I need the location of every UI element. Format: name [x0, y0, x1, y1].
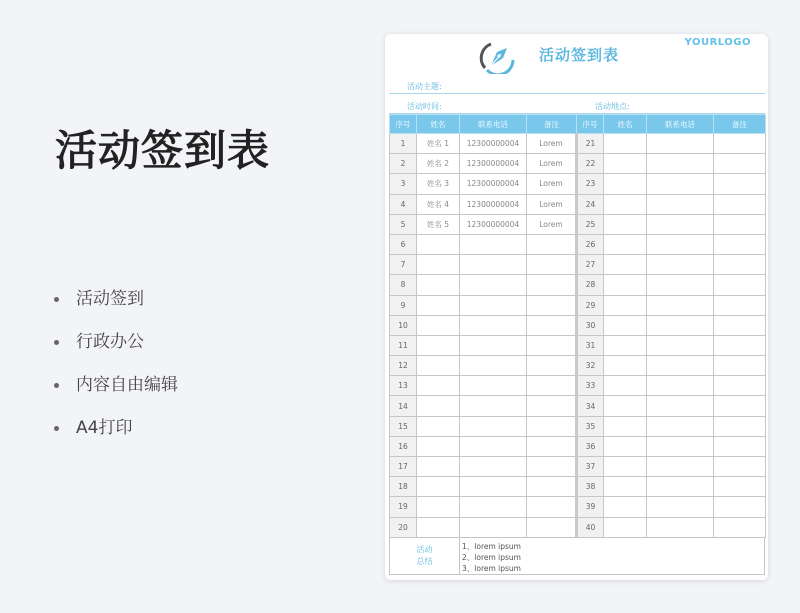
- row-number: 22: [577, 154, 604, 174]
- table-row: [390, 255, 766, 275]
- table-row: [390, 396, 766, 416]
- note-cell: [527, 255, 577, 275]
- row-number: 12: [390, 356, 417, 376]
- note-cell: [714, 517, 766, 537]
- phone-cell: [647, 275, 714, 295]
- phone-cell: [647, 214, 714, 234]
- row-number: 19: [390, 497, 417, 517]
- note-cell: [527, 376, 577, 396]
- note-cell: [527, 416, 577, 436]
- row-number: 29: [577, 295, 604, 315]
- feature-list: [52, 286, 178, 458]
- note-cell: [527, 234, 577, 254]
- name-cell: 姓名 2: [417, 154, 460, 174]
- phone-cell: [647, 315, 714, 335]
- row-number: 13: [390, 376, 417, 396]
- row-number: 15: [390, 416, 417, 436]
- name-cell: [417, 335, 460, 355]
- topic-label: 活动主题:: [407, 82, 442, 91]
- note-cell: [527, 497, 577, 517]
- header-no: 序号: [577, 115, 604, 134]
- name-cell: 姓名 1: [417, 134, 460, 154]
- name-cell: [604, 477, 647, 497]
- row-number: 33: [577, 376, 604, 396]
- name-cell: [604, 255, 647, 275]
- phone-cell: [460, 436, 527, 456]
- phone-cell: [460, 396, 527, 416]
- row-number: 4: [390, 194, 417, 214]
- time-location-line: [389, 94, 765, 114]
- table-row: [390, 234, 766, 254]
- name-cell: [604, 315, 647, 335]
- name-cell: [604, 174, 647, 194]
- note-cell: [714, 154, 766, 174]
- feature-label: 内容自由编辑: [76, 375, 178, 395]
- note-cell: [714, 295, 766, 315]
- name-cell: [604, 275, 647, 295]
- summary-list: [462, 541, 521, 574]
- row-number: 17: [390, 457, 417, 477]
- table-row: [390, 315, 766, 335]
- name-cell: [604, 356, 647, 376]
- name-cell: [604, 134, 647, 154]
- row-number: 34: [577, 396, 604, 416]
- name-cell: [417, 275, 460, 295]
- header-no: 序号: [390, 115, 417, 134]
- table-row: [390, 174, 766, 194]
- header-phone: 联系电话: [460, 115, 527, 134]
- phone-cell: [647, 436, 714, 456]
- table-header-row: [390, 115, 766, 134]
- row-number: 2: [390, 154, 417, 174]
- table-row: [390, 436, 766, 456]
- note-cell: [714, 214, 766, 234]
- feature-item: [52, 415, 178, 458]
- bullet-icon: [54, 383, 59, 388]
- header-name: 姓名: [417, 115, 460, 134]
- table-row: [390, 134, 766, 154]
- note-cell: [527, 517, 577, 537]
- phone-cell: [460, 234, 527, 254]
- table-row: [390, 376, 766, 396]
- note-cell: [714, 134, 766, 154]
- row-number: 10: [390, 315, 417, 335]
- row-number: 6: [390, 234, 417, 254]
- phone-cell: [647, 356, 714, 376]
- row-number: 32: [577, 356, 604, 376]
- table-row: [390, 194, 766, 214]
- note-cell: [714, 436, 766, 456]
- note-cell: [714, 335, 766, 355]
- note-cell: Lorem: [527, 174, 577, 194]
- summary-item: 2、lorem ipsum: [462, 553, 521, 562]
- name-cell: [604, 154, 647, 174]
- header-note: 备注: [714, 115, 766, 134]
- name-cell: [604, 517, 647, 537]
- note-cell: [527, 477, 577, 497]
- note-cell: [714, 315, 766, 335]
- pen-nib-icon: [477, 38, 517, 74]
- note-cell: [714, 416, 766, 436]
- name-cell: 姓名 5: [417, 214, 460, 234]
- header-name: 姓名: [604, 115, 647, 134]
- phone-cell: [647, 234, 714, 254]
- note-cell: [714, 234, 766, 254]
- table-row: [390, 517, 766, 537]
- phone-cell: [647, 154, 714, 174]
- table-row: [390, 356, 766, 376]
- phone-cell: [647, 134, 714, 154]
- row-number: 40: [577, 517, 604, 537]
- note-cell: [714, 457, 766, 477]
- name-cell: 姓名 3: [417, 174, 460, 194]
- header-note: 备注: [527, 115, 577, 134]
- phone-cell: [647, 174, 714, 194]
- phone-cell: [647, 497, 714, 517]
- row-number: 23: [577, 174, 604, 194]
- feature-item: [52, 329, 178, 372]
- phone-cell: [460, 295, 527, 315]
- row-number: 8: [390, 275, 417, 295]
- phone-cell: 12300000004: [460, 154, 527, 174]
- note-cell: [714, 477, 766, 497]
- phone-cell: [647, 396, 714, 416]
- time-label: 活动时间:: [407, 102, 442, 111]
- note-cell: [714, 275, 766, 295]
- phone-cell: [460, 335, 527, 355]
- table-row: [390, 457, 766, 477]
- phone-cell: [460, 275, 527, 295]
- signin-sheet-preview: [385, 34, 768, 580]
- name-cell: [417, 295, 460, 315]
- note-cell: [527, 436, 577, 456]
- table-row: [390, 335, 766, 355]
- name-cell: [417, 234, 460, 254]
- row-number: 11: [390, 335, 417, 355]
- feature-label: A4打印: [76, 418, 133, 438]
- phone-cell: 12300000004: [460, 194, 527, 214]
- name-cell: [604, 335, 647, 355]
- row-number: 5: [390, 214, 417, 234]
- row-number: 26: [577, 234, 604, 254]
- summary-label-line: 活动: [416, 545, 433, 554]
- note-cell: [714, 396, 766, 416]
- logo-text: YOURLOGO: [684, 37, 751, 48]
- phone-cell: [647, 517, 714, 537]
- location-label: 活动地点:: [595, 102, 630, 111]
- phone-cell: [460, 477, 527, 497]
- name-cell: [604, 396, 647, 416]
- name-cell: 姓名 4: [417, 194, 460, 214]
- name-cell: [417, 517, 460, 537]
- table-row: [390, 154, 766, 174]
- table-row: [390, 416, 766, 436]
- row-number: 24: [577, 194, 604, 214]
- note-cell: [714, 255, 766, 275]
- name-cell: [604, 214, 647, 234]
- name-cell: [417, 376, 460, 396]
- note-cell: [527, 275, 577, 295]
- row-number: 28: [577, 275, 604, 295]
- name-cell: [604, 194, 647, 214]
- name-cell: [417, 477, 460, 497]
- row-number: 18: [390, 477, 417, 497]
- row-number: 31: [577, 335, 604, 355]
- feature-item: [52, 372, 178, 415]
- summary-item: 3、lorem ipsum: [462, 564, 521, 573]
- name-cell: [604, 295, 647, 315]
- note-cell: Lorem: [527, 134, 577, 154]
- row-number: 7: [390, 255, 417, 275]
- row-number: 1: [390, 134, 417, 154]
- note-cell: [714, 376, 766, 396]
- feature-label: 行政办公: [76, 332, 144, 352]
- topic-line: [389, 74, 765, 94]
- note-cell: [527, 396, 577, 416]
- bullet-icon: [54, 297, 59, 302]
- note-cell: [527, 457, 577, 477]
- row-number: 39: [577, 497, 604, 517]
- phone-cell: [647, 295, 714, 315]
- phone-cell: [460, 457, 527, 477]
- name-cell: [417, 255, 460, 275]
- table-row: [390, 214, 766, 234]
- row-number: 35: [577, 416, 604, 436]
- name-cell: [417, 356, 460, 376]
- phone-cell: [460, 315, 527, 335]
- name-cell: [604, 234, 647, 254]
- row-number: 20: [390, 517, 417, 537]
- name-cell: [417, 497, 460, 517]
- note-cell: [714, 356, 766, 376]
- name-cell: [604, 416, 647, 436]
- note-cell: Lorem: [527, 194, 577, 214]
- summary-item: 1、lorem ipsum: [462, 542, 521, 551]
- note-cell: [527, 356, 577, 376]
- row-number: 25: [577, 214, 604, 234]
- phone-cell: [647, 194, 714, 214]
- phone-cell: [460, 517, 527, 537]
- note-cell: [714, 497, 766, 517]
- phone-cell: [647, 457, 714, 477]
- name-cell: [604, 436, 647, 456]
- feature-item: [52, 286, 178, 329]
- row-number: 30: [577, 315, 604, 335]
- name-cell: [417, 416, 460, 436]
- row-number: 9: [390, 295, 417, 315]
- row-number: 38: [577, 477, 604, 497]
- phone-cell: [647, 335, 714, 355]
- phone-cell: [647, 416, 714, 436]
- phone-cell: [647, 255, 714, 275]
- note-cell: [527, 335, 577, 355]
- table-row: [390, 477, 766, 497]
- phone-cell: [460, 356, 527, 376]
- row-number: 27: [577, 255, 604, 275]
- page-title: 活动签到表: [55, 126, 271, 175]
- phone-cell: [460, 497, 527, 517]
- phone-cell: [647, 477, 714, 497]
- note-cell: [714, 174, 766, 194]
- note-cell: Lorem: [527, 214, 577, 234]
- sheet-title: 活动签到表: [539, 46, 620, 64]
- phone-cell: [647, 376, 714, 396]
- phone-cell: 12300000004: [460, 214, 527, 234]
- name-cell: [417, 315, 460, 335]
- row-number: 37: [577, 457, 604, 477]
- name-cell: [417, 396, 460, 416]
- summary-label-line: 总结: [416, 557, 433, 566]
- note-cell: [527, 315, 577, 335]
- name-cell: [417, 436, 460, 456]
- phone-cell: [460, 376, 527, 396]
- table-row: [390, 295, 766, 315]
- row-number: 16: [390, 436, 417, 456]
- signin-table: [389, 114, 766, 538]
- summary-label: [390, 538, 460, 574]
- phone-cell: [460, 416, 527, 436]
- phone-cell: [460, 255, 527, 275]
- name-cell: [604, 376, 647, 396]
- note-cell: [527, 295, 577, 315]
- row-number: 36: [577, 436, 604, 456]
- name-cell: [604, 457, 647, 477]
- bullet-icon: [54, 426, 59, 431]
- note-cell: [714, 194, 766, 214]
- name-cell: [604, 497, 647, 517]
- summary-box: [389, 538, 765, 575]
- phone-cell: 12300000004: [460, 134, 527, 154]
- name-cell: [417, 457, 460, 477]
- bullet-icon: [54, 340, 59, 345]
- feature-label: 活动签到: [76, 289, 144, 309]
- table-row: [390, 275, 766, 295]
- table-row: [390, 497, 766, 517]
- note-cell: Lorem: [527, 154, 577, 174]
- header-phone: 联系电话: [647, 115, 714, 134]
- phone-cell: 12300000004: [460, 174, 527, 194]
- row-number: 3: [390, 174, 417, 194]
- row-number: 14: [390, 396, 417, 416]
- row-number: 21: [577, 134, 604, 154]
